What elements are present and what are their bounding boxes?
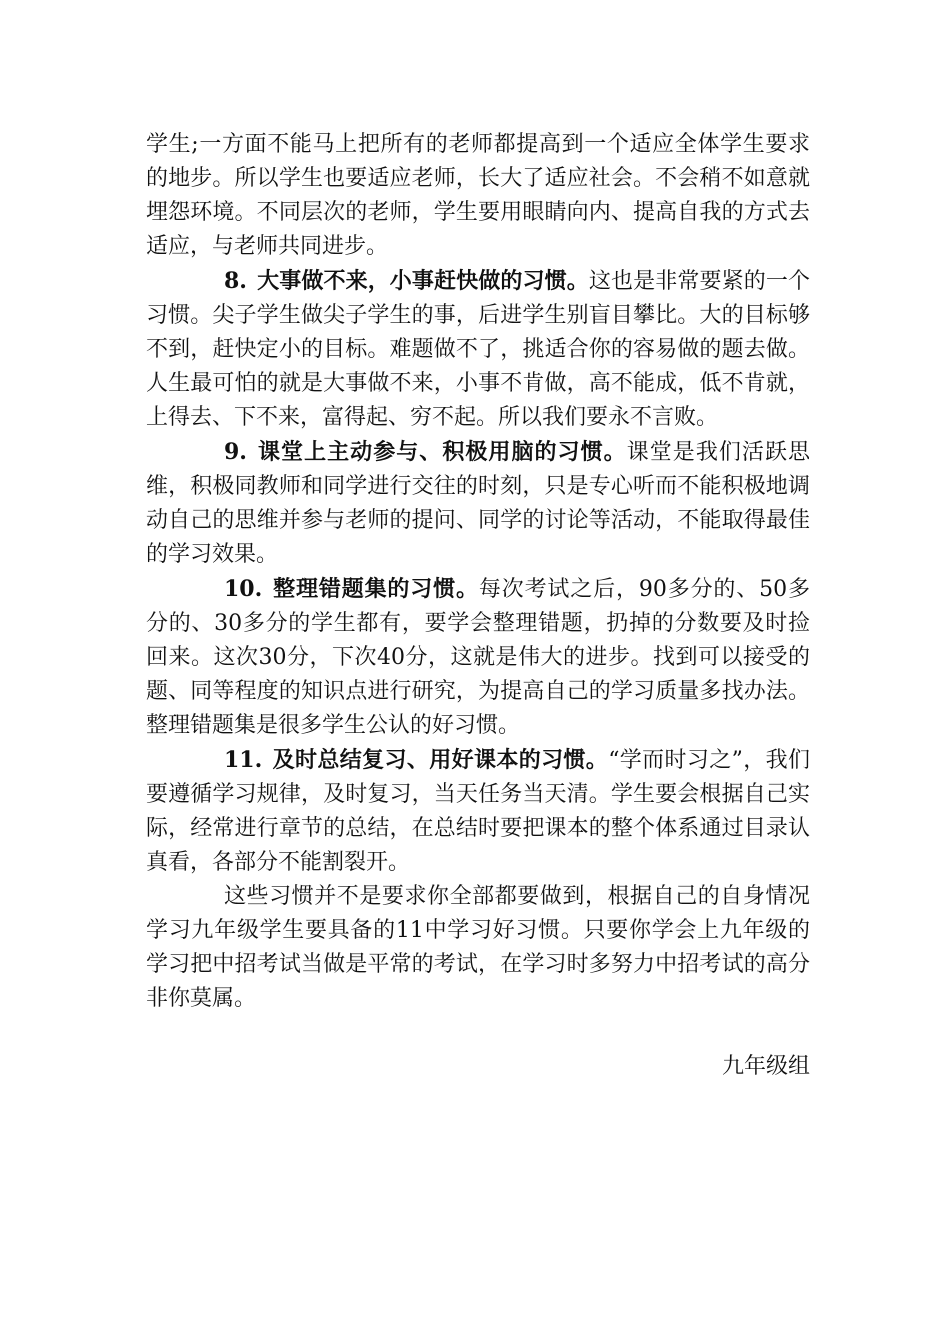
habit-number: 9. — [224, 439, 247, 465]
habit-heading: 及时总结复习、用好课本的习惯。 — [272, 747, 609, 773]
habit-heading: 课堂上主动参与、积极用脑的习惯。 — [256, 439, 627, 465]
habit-body: 课堂是我们活跃思维，积极同教师和同学进行交往的时刻，只是专心听而不能积极地调动自己的思维并参与老师的提问、同学的讨论等活动，不能取得最佳的学习效果。 — [146, 440, 810, 567]
habit-number: 11. — [224, 747, 263, 773]
habit-number: 8. — [224, 268, 247, 294]
habit-body: 每次考试之后，90多分的、50多分的、30多分的学生都有，要学会整理错题，扔掉的分数要及时捡回来。这次30分，下次40分，这就是伟大的进步。找到可以接受的题、同等程度的知识点进行研究，为提高自己的学习质量多找办法。整理错题集是很多学生公认的好习惯。 — [146, 577, 810, 738]
conclusion-paragraph: 这些习惯并不是要求你全部都要做到，根据自己的自身情况学习九年级学生要具备的11中学习好习惯。只要你学会上九年级的学习把中招考试当做是平常的考试，在学习时多努力中招考试的高分非你莫属。 — [146, 884, 810, 1011]
habit-heading: 整理错题集的习惯。 — [272, 576, 479, 602]
habit-heading: 大事做不来，小事赶快做的习惯。 — [256, 268, 589, 294]
document-page — [146, 128, 810, 1084]
habit-body: “学而时习之”，我们要遵循学习规律，及时复习，当天任务当天清。学生要会根据自己实际，经常进行章节的总结，在总结时要把课本的整个体系通过目录认真看，各部分不能割裂开。 — [146, 748, 810, 875]
habit-item-9 — [146, 435, 810, 572]
habit-item-8 — [146, 264, 810, 435]
habit-item-11 — [146, 743, 810, 880]
signature: 九年级组 — [721, 1054, 810, 1079]
habit-item-10 — [146, 572, 810, 743]
habit-body: 这也是非常要紧的一个习惯。尖子学生做尖子学生的事，后进学生别盲目攀比。大的目标够不到，赶快定小的目标。难题做不了，挑适合你的容易做的题去做。人生最可怕的就是大事做不来，小事不肯做，高不能成，低不肯就，上得去、下不来，富得起、穷不起。所以我们要永不言败。 — [146, 269, 810, 430]
continuation-paragraph: 学生;一方面不能马上把所有的老师都提高到一个适应全体学生要求的地步。所以学生也要适应老师，长大了适应社会。不会稍不如意就埋怨环境。不同层次的老师，学生要用眼睛向内、提高自我的方式去适应，与老师共同进步。 — [146, 132, 810, 259]
habit-number: 10. — [224, 576, 263, 602]
